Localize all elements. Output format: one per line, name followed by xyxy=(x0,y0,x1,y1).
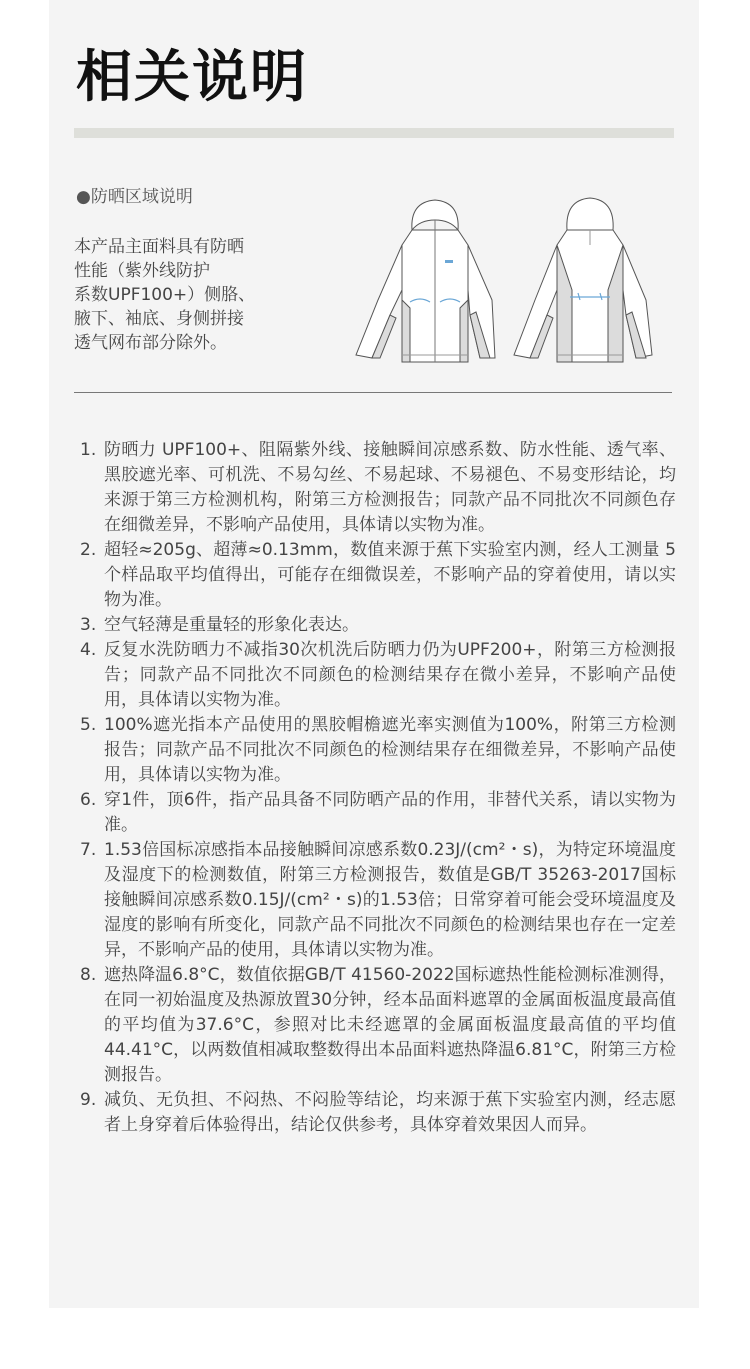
note-number: 8. xyxy=(80,965,97,985)
title-underline xyxy=(74,128,674,138)
note-number: 9. xyxy=(80,1090,97,1110)
logo-icon xyxy=(445,260,453,263)
note-text: 空气轻薄是重量轻的形象化表达。 xyxy=(104,615,359,635)
note-number: 5. xyxy=(80,715,97,735)
note-text: 100%遮光指本产品使用的黑胶帽檐遮光率实测值为100%，附第三方检测报告；同款产品不同批次不同颜色的检测结果存在细微差异，不影响产品使用，具体请以实物为准。 xyxy=(104,715,676,785)
note-item xyxy=(80,538,676,613)
note-number: 3. xyxy=(80,615,97,635)
note-item xyxy=(80,963,676,1088)
note-number: 2. xyxy=(80,540,97,560)
note-item xyxy=(80,1088,676,1138)
note-number: 1. xyxy=(80,440,97,460)
note-item xyxy=(80,438,676,538)
note-item xyxy=(80,613,676,638)
jacket-back-icon xyxy=(514,198,652,362)
note-item xyxy=(80,638,676,713)
note-text: 穿1件，顶6件，指产品具备不同防晒产品的作用，非替代关系，请以实物为准。 xyxy=(104,790,676,835)
note-text: 反复水洗防晒力不减指30次机洗后防晒力仍为UPF200+，附第三方检测报告；同款产品不同批次不同颜色的检测结果存在微小差异，不影响产品使用，具体请以实物为准。 xyxy=(104,640,676,710)
note-text: 防晒力 UPF100+、阻隔紫外线、接触瞬间凉感系数、防水性能、透气率、黑胶遮光率、可机洗、不易勾丝、不易起球、不易褪色、不易变形结论，均来源于第三方检测机构，附第三方检测报告；同款产品不同批次不同颜色存在细微差异，不影响产品使用，具体请以实物为准。 xyxy=(104,440,676,535)
note-text: 超轻≈205g、超薄≈0.13mm，数值来源于蕉下实验室内测，经人工测量 5 个样品取平均值得出，可能存在细微误差，不影响产品的穿着使用，请以实物为准。 xyxy=(104,540,676,610)
note-text: 遮热降温6.8°C，数值依据GB/T 41560-2022国标遮热性能检测标准测得，在同一初始温度及热源放置30分钟，经本品面料遮罩的金属面板温度最高值的平均值为37.6°C，参照对比未经遮罩的金属面板温度最高值的平均值44.41°C，以两数值相减取整数得出本品面料遮热降温6.81°C，附第三方检测报告。 xyxy=(104,965,676,1085)
note-text: 减负、无负担、不闷热、不闷脸等结论，均来源于蕉下实验室内测，经志愿者上身穿着后体验得出，结论仅供参考，具体穿着效果因人而异。 xyxy=(104,1090,676,1135)
note-number: 7. xyxy=(80,840,97,860)
jacket-illustration xyxy=(350,190,660,370)
note-number: 4. xyxy=(80,640,97,660)
note-item xyxy=(80,788,676,838)
jacket-front-icon xyxy=(356,200,495,362)
sun-protection-description: 本产品主面料具有防晒 性能（紫外线防护 系数UPF100+）侧胳、 腋下、袖底、身侧拼接 透气网布部分除外。 xyxy=(74,237,256,353)
note-number: 6. xyxy=(80,790,97,810)
sun-protection-heading: ●防晒区域说明 xyxy=(76,187,193,207)
section-divider xyxy=(74,392,672,393)
note-item xyxy=(80,713,676,788)
notes-list xyxy=(80,438,676,1138)
note-text: 1.53倍国标凉感指本品接触瞬间凉感系数0.23J/(cm²・s)，为特定环境温度及湿度下的检测数值，附第三方检测报告，数值是GB/T 35263-2017国标接触瞬间凉感系数0.15J/(cm²・s)的1.53倍；日常穿着可能会受环境温度及湿度的影响有所变化，同款产品不同批次不同颜色的检测结果也存在一定差异，不影响产品的使用，具体请以实物为准。 xyxy=(104,840,676,960)
note-item xyxy=(80,838,676,963)
page-title: 相关说明 xyxy=(76,45,308,110)
